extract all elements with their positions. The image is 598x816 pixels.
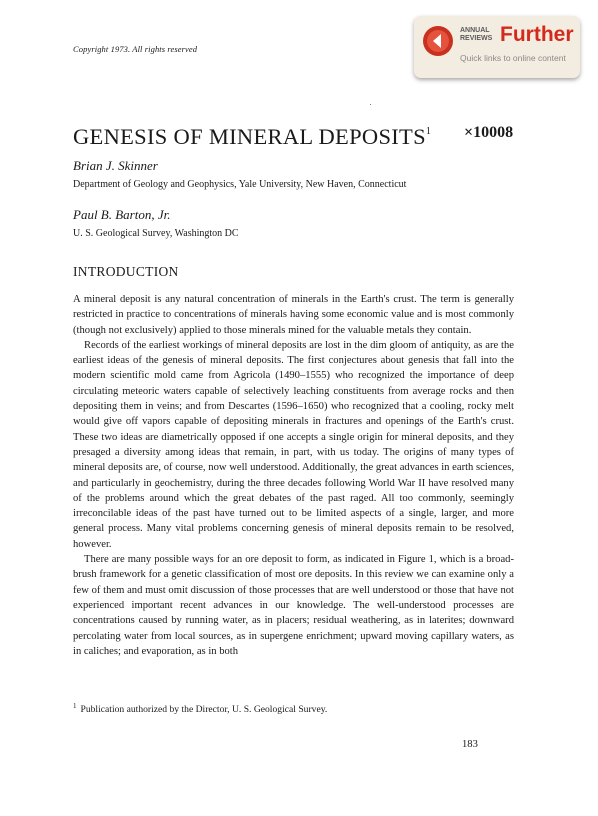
- footnote-mark: 1: [73, 702, 77, 710]
- page-number: 183: [462, 739, 478, 750]
- badge-title[interactable]: Further: [500, 23, 574, 46]
- author-name: Paul B. Barton, Jr.: [73, 207, 171, 222]
- article-title: GENESIS OF MINERAL DEPOSITS$^1$: [73, 124, 432, 149]
- title-footnote-mark: 1: [425, 126, 432, 137]
- badge-subtitle: Quick links to online content: [460, 53, 566, 63]
- annual-reviews-further-badge[interactable]: [414, 16, 580, 78]
- paragraph: There are many possible ways for an ore deposit to form, as indicated in Figure 1, which is a broad-brush framework for a genetic classification of most ore deposits. In this review we can examine only a few of them and must omit discussion of those processes that are well understood or those that have not experienced important recent advances in our knowledge. The well-understood processes are concentrations caused by running water, as in placers; residual weathering, as in laterites; downward percolating water from local sources, as in supergene enrichment; upward moving capillary waters, as in caliches; and evaporation, as in both: [73, 554, 514, 657]
- arrow-circle-icon: [422, 25, 454, 57]
- author-affiliation: U. S. Geological Survey, Washington DC: [73, 228, 239, 239]
- copyright-notice: Copyright 1973. All rights reserved: [73, 44, 198, 54]
- section-heading: INTRODUCTION: [73, 264, 179, 279]
- footnote: [73, 702, 327, 715]
- scan-speck: [370, 104, 371, 105]
- badge-brand: ANNUAL REVIEWS: [460, 27, 493, 42]
- paragraph: A mineral deposit is any natural concentration of minerals in the Earth's crust. The term is generally restricted in practice to concentrations of minerals having some economic value and is most commonly (though not exclusively) applied to those minerals mined for the valuable metals they contain.: [73, 294, 514, 336]
- article-code: ×10008: [464, 124, 514, 141]
- author-name: Brian J. Skinner: [73, 158, 158, 173]
- paragraph: Records of the earliest workings of mineral deposits are lost in the dim gloom of antiquity, as are the earliest ideas of the genesis of mineral deposits. The first conjectures about genesis that fall into the modern scientific mold came from Agricola (1490–1555) who recognized the importance of deep circulating meteoric waters capable of selectively leaching constituents from average rocks and then depositing them in veins; and from Descartes (1596–1650) who recognized that a cooling, rocky melt would give off vapors capable of depositing minerals in fractures and openings of the Earth's crust. These two ideas are diametrically opposed if one accepts a single origin for mineral deposits, and they presaged a diversity among ideas that remain, in part, with us today. The origins of many types of mineral deposits are, of course, now well understood. Additionally, the great advances in earth sciences, and particularly in geochemistry, during the three decades following World War II have resolved many of the problems around which the great debates of the past raged. All too commonly, seemingly irreconcilable ideas of the past have turned out to be limited aspects of a single, larger, and more general process. Many vital problems concerning genesis of mineral deposits remain to be resolved, however.: [73, 339, 514, 550]
- footnote-text: Publication authorized by the Director, U. S. Geological Survey.: [80, 704, 328, 716]
- author-affiliation: Department of Geology and Geophysics, Yale University, New Haven, Connecticut: [73, 179, 407, 190]
- article-body: [73, 292, 514, 659]
